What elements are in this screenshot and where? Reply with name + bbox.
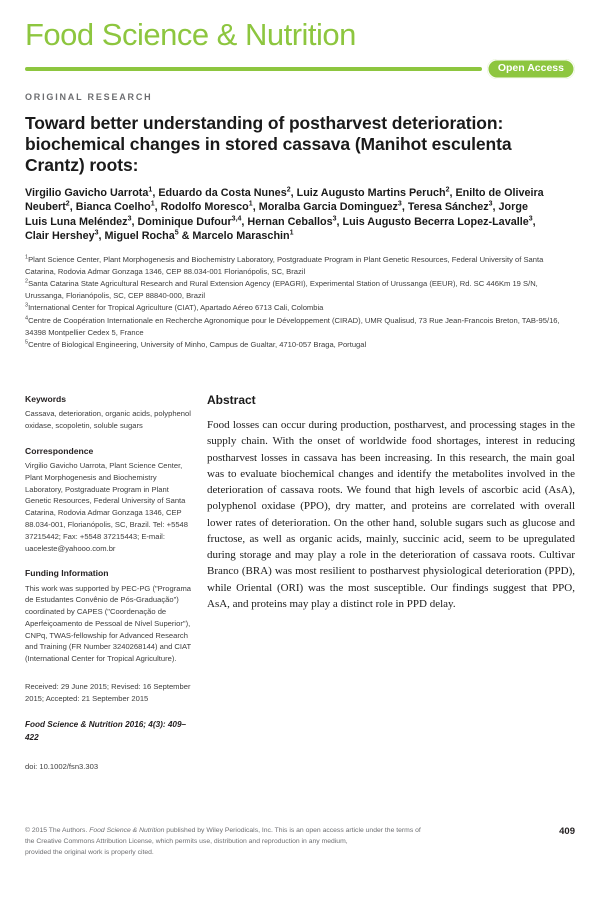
author: Enilto de Oliveira Neubert$^2$ — [25, 186, 544, 214]
journal-name: Food Science & Nutrition — [25, 17, 356, 52]
keywords-block — [25, 393, 193, 432]
article-title: Toward better understanding of postharvest deterioration: biochemical changes in stored cassava (Manihot esculenta Crantz) roots: — [25, 112, 512, 176]
footer-line2: the Creative Commons Attribution License, which permits use, distribution and reproduction in any medium, — [25, 837, 348, 845]
citation-volume-pages: 2016; 4(3): 409–422 — [25, 720, 187, 742]
author: Miguel Rocha$^5$ — [104, 229, 179, 243]
affiliation-list — [25, 254, 573, 351]
article-history: Received: 29 June 2015; Revised: 16 September 2015; Accepted: 21 September 2015 — [25, 681, 191, 703]
page-footer — [25, 826, 575, 859]
article-type-label: ORIGINAL RESEARCH — [25, 91, 153, 102]
author: Teresa Sánchez$^3$ — [407, 200, 493, 214]
funding-block — [25, 567, 193, 665]
author: Virgilio Gavicho Uarrota$^1$ — [25, 186, 153, 199]
masthead-rule — [25, 67, 482, 71]
sidebar — [25, 393, 193, 773]
doi: doi: 10.1002/fsn3.303 — [25, 762, 99, 772]
abstract-section — [207, 393, 575, 773]
author: Jorge Luis Luna Meléndez$^3$ — [25, 201, 528, 228]
author: Moralba Garcia Dominguez$^3$ — [258, 200, 402, 214]
body-columns — [25, 393, 575, 773]
page-number: 409 — [559, 826, 575, 837]
author: Bianca Coelho$^1$ — [75, 200, 155, 214]
journal-citation — [25, 719, 193, 744]
author: Hernan Ceballos$^3$ — [247, 215, 337, 228]
affiliation: $^2$Santa Catarina State Agricultural Research and Rural Extension Agency (EPAGRI), Experimental Station of Urussanga (EEUR), Rd. SC 446Km 19 S/N, Urussanga, Florianópolis, SC, CEP 88840-000, Brazil — [25, 278, 538, 301]
abstract-heading: Abstract — [207, 393, 256, 407]
citation-journal-name: Food Science & Nutrition — [25, 720, 123, 730]
masthead-rule-row — [25, 59, 575, 79]
keywords-heading: Keywords — [25, 394, 67, 404]
title-block — [0, 113, 600, 351]
author: Eduardo da Costa Nunes$^2$ — [158, 186, 291, 199]
footer-journal-name: Food Science & Nutrition — [89, 827, 165, 834]
funding-heading: Funding Information — [25, 568, 109, 579]
author: Marcelo Maraschin$^1$ — [192, 229, 294, 243]
affiliation: $^1$Plant Science Center, Plant Morphogenesis and Biochemistry Laboratory, Postgraduate Program in Plant Genetic Resources, Federal University of Santa Catarina, Rodovia Admar Gonzaga 1346, CEP 88.034-001 Florianópolis, SC, Brazil — [25, 254, 544, 277]
author: Dominique Dufour$^{3,4}$ — [137, 215, 242, 228]
author: Rodolfo Moresco$^1$ — [160, 200, 253, 214]
footer-legal — [25, 826, 475, 859]
correspondence-body: Virgilio Gavicho Uarrota, Plant Science Center, Plant Morphogenesis and Biochemistry Laboratory, Postgraduate Program in Plant Genetic Resources, Federal University of Santa Catarina, Rodovia Admar Gonzaga 1346, CEP 88.034-001, Florianópolis, SC, Brazil. Tel: +5548 37215442; Fax: +5548 37215443; E-mail: uaceleste@yahooo.com.br — [25, 461, 189, 553]
affiliation: $^3$International Center for Tropical Agriculture (CIAT), Apartado Aéreo 6713 Cali, Colombia — [25, 302, 324, 313]
open-access-badge: Open Access — [487, 59, 575, 79]
footer-line1-post: published by Wiley Periodicals, Inc. This is an open access article under the terms of — [164, 827, 421, 834]
masthead — [0, 0, 600, 102]
footer-line3: provided the original work is properly cited. — [25, 848, 154, 856]
author: Luiz Augusto Martins Peruch$^2$ — [296, 186, 450, 199]
footer-line1-pre: © 2015 The Authors. — [25, 827, 90, 834]
affiliation: $^4$Centre de Coopération Internationale en Recherche Agronomique pour le Développement (CIRAD), UMR Qualisud, 73 Rue Jean-Francois Breton, TAB-95/16, 34398 Montpellier Cedex 5, France — [25, 315, 560, 337]
author: Clair Hershey$^3$ — [25, 229, 99, 243]
funding-body: This work was supported by PEC-PG ("Programa de Estudantes Convênio de Pós-Graduação") coordinated by CAPES ("Coordenação de Aperfeiçoamento de Pessoal de Nível Superior"), CNPq, TWAS-fellowship for Advanced Research and Training (FR Number 3240268144) and CIAT (International Center for Tropical Agriculture). — [25, 583, 192, 664]
correspondence-heading: Correspondence — [25, 445, 94, 456]
abstract-body: Food losses can occur during production, postharvest, and processing stages in the supply chain. With the onset of worldwide food shortages, interest in reducing postharvest losses in cassava has been increasing. In this research, the main goal was to evaluate biochemical changes and identify the metabolites involved in the deterioration of cassava roots. We found that high levels of ascorbic acid (AsA), polyphenol oxidase (PPO), dry matter, and proteins are correlated with overall lower rates of deterioration. On the other hand, soluble sugars such as glucose and fructose, as well as organic acids, mainly, succinic acid, seem to be upregulated during storage and may play a role in the deterioration of cassava roots. Cultivar Branco (BRA) was most resilient to postharvest physiological deterioration (PPD), while Oriental (ORI) was the most susceptible. Our findings suggest that PPO, AsA, and proteins may play a distinct role in PPD delay. — [207, 419, 575, 610]
author: Luis Augusto Becerra Lopez-Lavalle$^3$ — [342, 215, 533, 228]
keywords-body: Cassava, deterioration, organic acids, polyphenol oxidase, scopoletin, soluble sugars — [25, 409, 191, 431]
author-list: Virgilio Gavicho Uarrota$^1$, Eduardo da Costa Nunes$^2$, Luiz Augusto Martins Peruch$^2$, Enilto de Oliveira Neubert$^2$, Bianca Coelho$^1$, Rodolfo Moresco$^1$, Moralba Garcia Dominguez$^3$, Teresa Sánchez$^3$, Jorge Luis Luna Meléndez$^3$, Dominique Dufour$^{3,4}$, Hernan Ceballos$^3$, Luis Augusto Becerra Lopez-Lavalle$^3$, Clair Hershey$^3$, Miguel Rocha$^5$ & Marcelo Maraschin$^1$ — [25, 186, 544, 243]
affiliation: $^5$Centre of Biological Engineering, University of Minho, Campus de Gualtar, 4710-057 Braga, Portugal — [25, 339, 367, 349]
correspondence-block — [25, 445, 193, 554]
